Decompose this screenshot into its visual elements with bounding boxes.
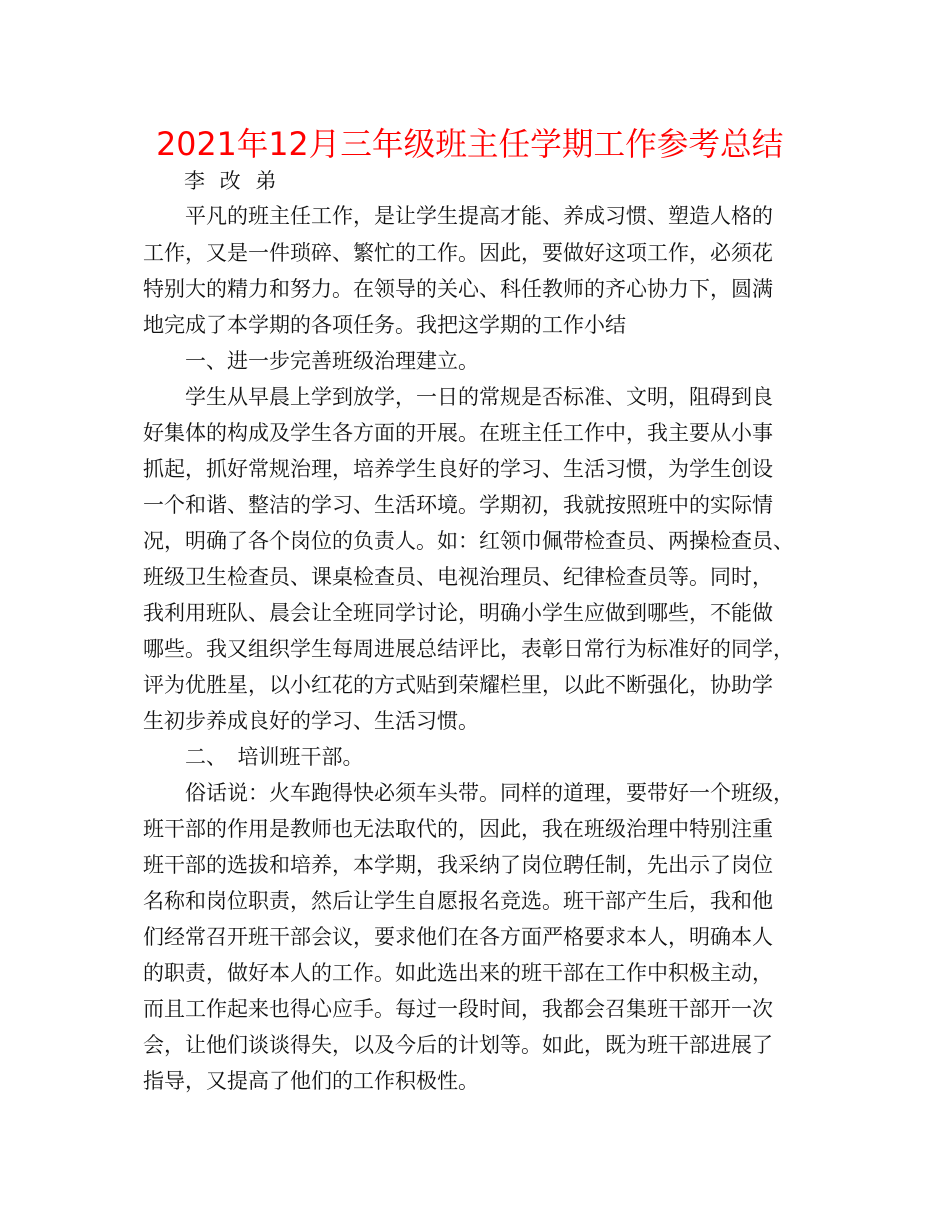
body-line: 而且工作起来也得心应手。每过一段时间，我都会召集班干部开一次: [143, 997, 773, 1021]
body-line: 的职责，做好本人的工作。如此选出来的班干部在工作中积极主动，: [143, 961, 773, 985]
body-line: 会，让他们谈谈得失，以及今后的计划等。如此，既为班干部进展了: [143, 1033, 773, 1057]
section-heading: 一、进一步完善班级治理建立。: [185, 349, 479, 373]
body-line: 一个和谐、整洁的学习、生活环境。学期初，我就按照班中的实际情: [143, 493, 773, 517]
body-line: 评为优胜星，以小红花的方式贴到荣耀栏里，以此不断强化，协助学: [143, 673, 773, 697]
body-line: 我利用班队、晨会让全班同学讨论，明确小学生应做到哪些，不能做: [143, 601, 773, 625]
body-line: 班干部的作用是教师也无法取代的，因此，我在班级治理中特别注重: [143, 817, 773, 841]
body-line: 平凡的班主任工作，是让学生提高才能、养成习惯、塑造人格的: [185, 204, 773, 228]
body-line: 况，明确了各个岗位的负责人。如：红领巾佩带检查员、两操检查员、: [143, 529, 794, 553]
body-line: 抓起，抓好常规治理，培养学生良好的学习、生活习惯，为学生创设: [143, 457, 773, 481]
body-line: 班级卫生检查员、课桌检查员、电视治理员、纪律检查员等。同时，: [143, 565, 773, 589]
body-line: 俗话说：火车跑得快必须车头带。同样的道理，要带好一个班级，: [185, 781, 794, 805]
body-line: 特别大的精力和努力。在领导的关心、科任教师的齐心协力下，圆满: [143, 277, 773, 301]
body-line: 班干部的选拔和培养，本学期，我采纳了岗位聘任制，先出示了岗位: [143, 853, 773, 877]
section-heading: 二、 培训班干部。: [185, 745, 364, 769]
body-line: 地完成了本学期的各项任务。我把这学期的工作小结: [143, 313, 626, 337]
body-line: 生初步养成良好的学习、生活习惯。: [143, 709, 479, 733]
author-name: 李 改 弟: [184, 169, 281, 193]
body-line: 学生从早晨上学到放学，一日的常规是否标准、文明，阻碍到良: [185, 385, 773, 409]
body-line: 哪些。我又组织学生每周进展总结评比，表彰日常行为标准好的同学，: [143, 637, 794, 661]
body-line: 好集体的构成及学生各方面的开展。在班主任工作中，我主要从小事: [143, 421, 773, 445]
body-line: 工作，又是一件琐碎、繁忙的工作。因此，要做好这项工作，必须花: [143, 241, 773, 265]
body-line: 指导，又提高了他们的工作积极性。: [143, 1069, 479, 1093]
document-title: 2021年12月三年级班主任学期工作参考总结: [156, 125, 784, 163]
body-line: 们经常召开班干部会议，要求他们在各方面严格要求本人，明确本人: [143, 925, 773, 949]
body-line: 名称和岗位职责，然后让学生自愿报名竞选。班干部产生后，我和他: [143, 889, 773, 913]
